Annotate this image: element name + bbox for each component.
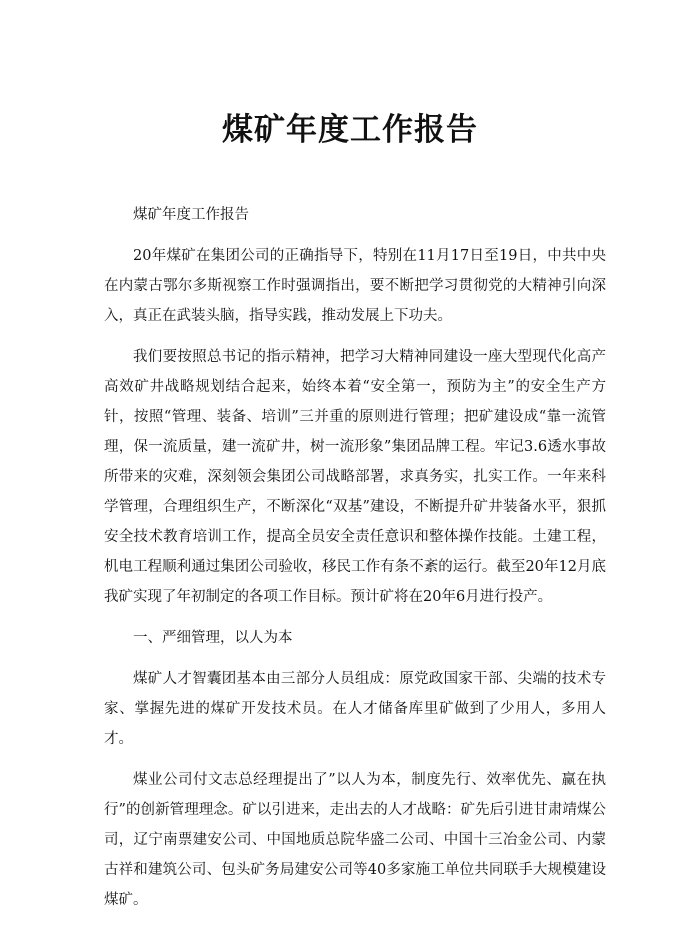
- paragraph-intro: 20年煤矿在集团公司的正确指导下，特别在11月17日至19日，中共中央在内蒙古鄂尔多斯视察工作时强调指出，要不断把学习贯彻党的大精神引向深入，真正在武装头脑，指导实践，推动发展上下功夫。: [104, 248, 606, 324]
- paragraph-talent: 煤矿人才智囊团基本由三部分人员组成：原党政国家干部、尖端的技术专家、掌握先进的煤矿开发技术员。在人才储备库里矿做到了少用人，多用人才。: [104, 671, 606, 747]
- paragraph-strategy: 我们要按照总书记的指示精神，把学习大精神同建设一座大型现代化高产高效矿井战略规划结合起来，始终本着“安全第一，预防为主”的安全生产方针，按照“管理、装备、培训”三并重的原则进行管理；把矿建设成“靠一流管理，保一流质量，建一流矿井，树一流形象”集团品牌工程。牢记3.6透水事故所带来的灾难，深刻领会集团公司战略部署，求真务实，扎实工作。一年来科学管理，合理组织生产，不断深化“双基”建设，不断提升矿井装备水平，狠抓安全技术教育培训工作，提高全员安全责任意识和整体操作技能。土建工程，机电工程顺利通过集团公司验收，移民工作有条不紊的运行。截至20年12月底我矿实现了年初制定的各项工作目标。预计矿将在20年6月进行投产。: [104, 349, 606, 605]
- paragraph-management: 煤业公司付文志总经理提出了”以人为本，制度先行、效率优先、赢在执行”的创新管理理念。矿以引进来，走出去的人才战略：矿先后引进甘肃靖煤公司，辽宁南票建安公司、中国地质总院华盛二公司、中国十三冶金公司、内蒙古祥和建筑公司、包头矿务局建安公司等40多家施工单位共同联手大规模建设煤矿。: [104, 772, 606, 908]
- section-heading-1: 一、严细管理，以人为本: [133, 630, 293, 646]
- document-body: [104, 200, 606, 926]
- paragraph-subtitle: 煤矿年度工作报告: [133, 207, 249, 223]
- document-title: 煤矿年度工作报告: [222, 112, 478, 148]
